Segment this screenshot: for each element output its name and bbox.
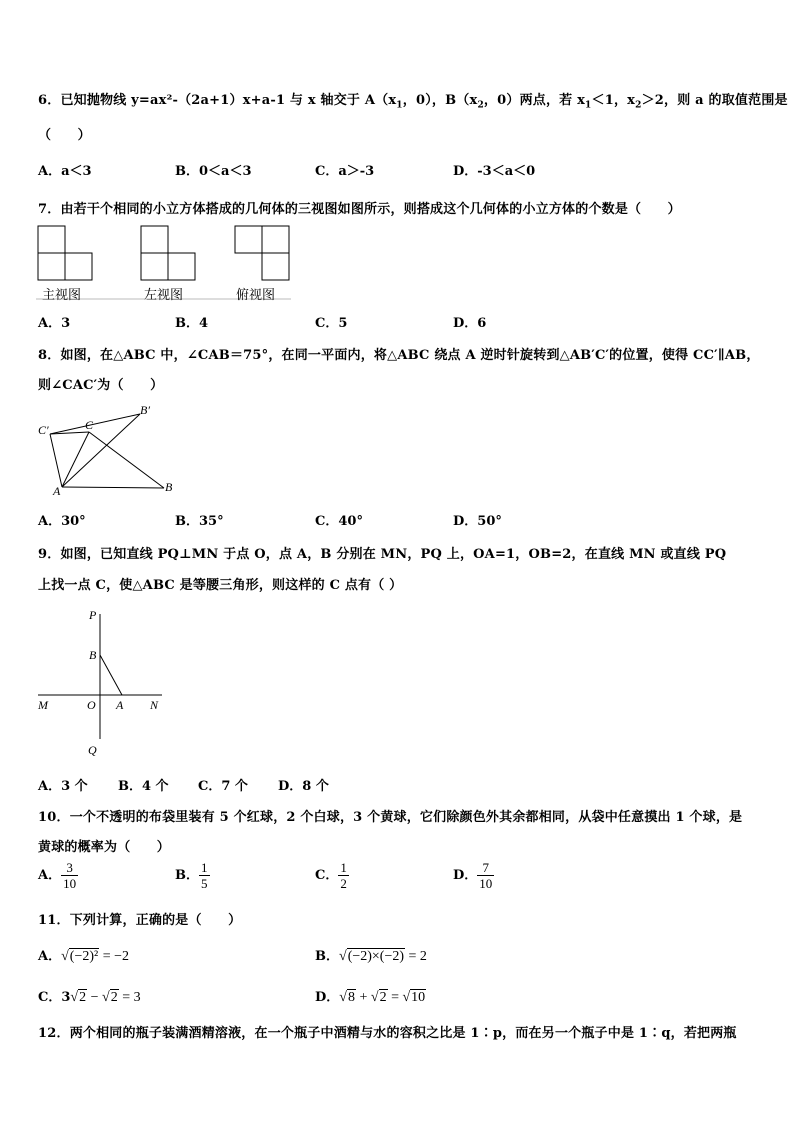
q9-option-a: A．3 个 (38, 779, 88, 794)
q9-option-d: D．8 个 (278, 779, 329, 794)
q9-option-b: B．4 个 (118, 779, 169, 794)
q10-option-c: C． $\frac{1}{2}$ (315, 860, 347, 891)
q10-stem-line2: 黄球的概率为（ ） (38, 840, 171, 855)
segment-c-prime-b-prime (50, 414, 140, 434)
front-view (38, 226, 92, 280)
q11-stem: 11．下列计算，正确的是（ ） (38, 913, 242, 928)
label-n: N (150, 698, 159, 712)
segment-a-b (62, 487, 164, 488)
label-c-prime: C′ (38, 423, 49, 437)
top-view-label: 俯视图 (236, 288, 276, 303)
q7-stem: 7．由若干个相同的小立方体搭成的几何体的三视图如图所示，则搭成这个几何体的小立方体的个数是（ ） (38, 202, 681, 217)
q7-option-b: B．4 (175, 316, 209, 331)
q11-option-b: B．√(−2)×(−2) = 2 (315, 949, 427, 964)
q11-option-a: A．√(−2)² = −2 (38, 949, 129, 964)
side-view (141, 226, 195, 280)
q8-option-d: D．50° (453, 514, 502, 529)
q8-option-a: A．30° (38, 514, 86, 529)
front-view-label: 主视图 (42, 288, 82, 303)
side-view-label: 左视图 (144, 288, 184, 303)
label-b-prime: B′ (140, 403, 150, 417)
segment-a-b-prime (62, 414, 140, 487)
q10-option-a: A． $\frac{3}{10}$ (38, 860, 77, 891)
segment-c-b (89, 432, 164, 488)
label-c: C (85, 418, 94, 432)
segment-c-prime-a (50, 434, 62, 487)
q9-stem-line2: 上找一点 C，使△ABC 是等腰三角形，则这样的 C 点有（ ） (38, 578, 403, 593)
q10-stem-line1: 10．一个不透明的布袋里装有 5 个红球，2 个白球，3 个黄球，它们除颜色外其余都相同，从袋中任意摸出 1 个球，是 (38, 810, 743, 825)
label-m: M (38, 698, 48, 712)
q11-option-c: C．3√2 − √2 = 3 (38, 990, 141, 1005)
q6-paren: （ ） (38, 128, 91, 143)
q6-option-c: C．a＞-3 (315, 164, 375, 179)
fraction: $\frac{7}{10}$ (479, 860, 493, 891)
q6-option-a: A．a＜3 (38, 164, 92, 179)
q8-option-b: B．35° (175, 514, 224, 529)
q8-stem-line1: 8．如图，在△ABC 中，∠CAB＝75°，在同一平面内，将△ABC 绕点 A 逆时针旋转到△AB′C′的位置，使得 CC′∥AB， (38, 348, 760, 363)
label-b: B (165, 480, 173, 494)
q12-stem: 12．两个相同的瓶子装满酒精溶液，在一个瓶子中酒精与水的容积之比是 1∶p，而在另一个瓶子中是 1∶q，若把两瓶 (38, 1026, 737, 1041)
q8-rotation-figure (34, 402, 184, 502)
q11-option-d: D．√8 + √2 = √10 (315, 990, 426, 1005)
top-view (235, 226, 289, 280)
segment-ab (100, 655, 122, 695)
q10-option-b: B． $\frac{1}{5}$ (175, 860, 208, 891)
q6-option-b: B．0＜a＜3 (175, 164, 252, 179)
label-p: P (89, 608, 97, 622)
fraction: $\frac{1}{2}$ (340, 860, 347, 891)
q8-option-c: C．40° (315, 514, 363, 529)
q9-axes-figure (34, 604, 169, 759)
label-q: Q (88, 743, 97, 757)
q8-stem-line2: 则∠CAC′为（ ） (38, 378, 164, 393)
q10-option-d: D． $\frac{7}{10}$ (453, 860, 493, 891)
label-a: A (53, 484, 61, 498)
fraction: $\frac{3}{10}$ (63, 860, 77, 891)
q7-option-d: D．6 (453, 316, 487, 331)
q6-stem: 6．已知抛物线 y=ax²-（2a+1）x+a-1 与 x 轴交于 $A(x_1$，0），$B(x_2$，0）两点，若 $x_1<1$，$x_2>2$，则 a 的取值范围是 (38, 93, 788, 111)
q6-option-d: D．-3＜a＜0 (453, 164, 536, 179)
segment-a-c (62, 432, 89, 487)
label-a: A (116, 698, 124, 712)
q9-option-c: C．7 个 (198, 779, 248, 794)
q9-stem-line1: 9．如图，已知直线 PQ⊥MN 于点 O，点 A，B 分别在 MN，PQ 上，OA=1，OB=2，在直线 MN 或直线 PQ (38, 547, 727, 562)
q7-option-a: A．3 (38, 316, 71, 331)
q7-option-c: C．5 (315, 316, 348, 331)
label-b: B (89, 648, 97, 662)
label-o: O (87, 698, 96, 712)
fraction: $\frac{1}{5}$ (201, 860, 208, 891)
